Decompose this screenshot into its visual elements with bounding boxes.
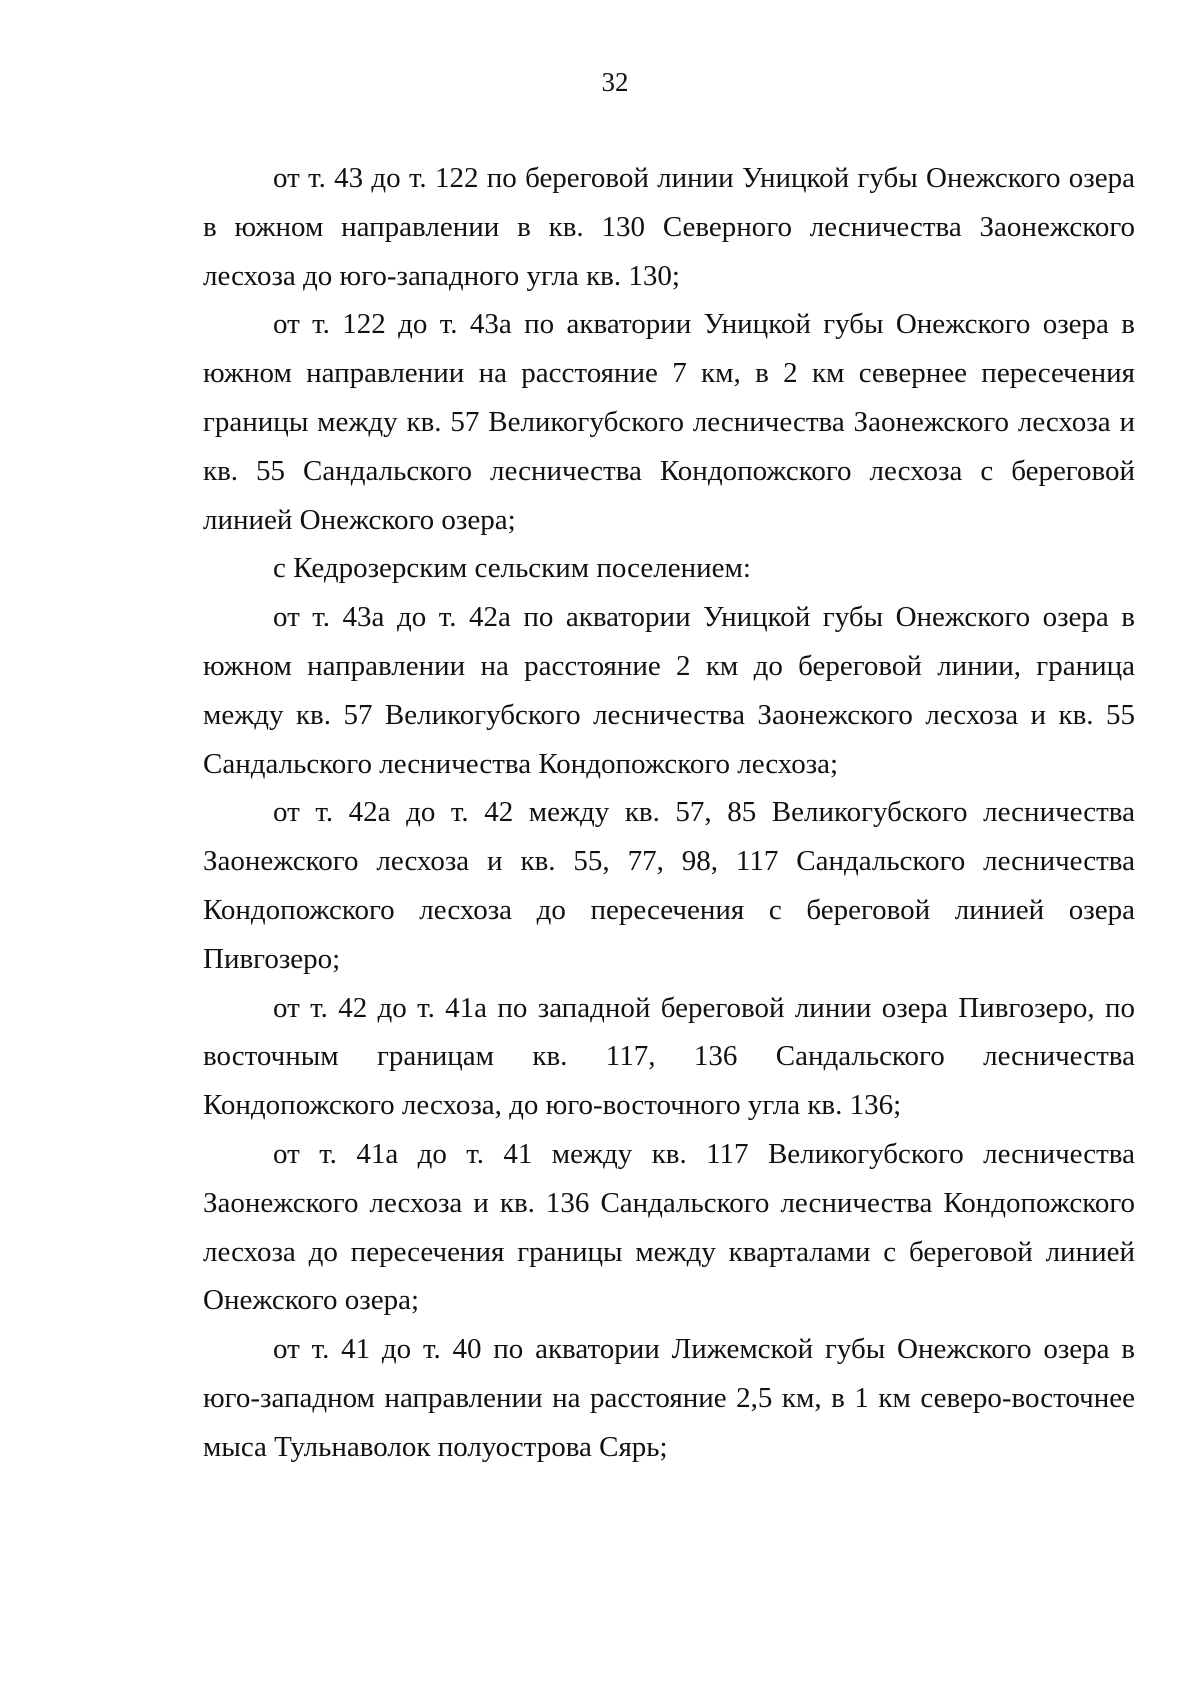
paragraph-6: от т. 42 до т. 41а по западной береговой линии озера Пивгозеро, по восточным границам кв. 117, 136 Сандальского лесничества Кондопожского лесхоза, до юго-восточного угла кв. 136; xyxy=(203,991,1135,1122)
paragraph-8: от т. 41 до т. 40 по акватории Лижемской губы Онежского озера в юго-западном направлении на расстояние 2,5 км, в 1 км северо-восточнее мыса Тульнаволок полуострова Сярь; xyxy=(203,1333,1135,1463)
paragraph-5: от т. 42а до т. 42 между кв. 57, 85 Великогубского лесничества Заонежского лесхоза и кв. 55, 77, 98, 117 Сандальского лесничества Кондопожского лесхоза до пересечения с береговой линией озера Пивгозеро; xyxy=(203,796,1135,975)
paragraph-2: от т. 122 до т. 43а по акватории Уницкой губы Онежского озера в южном направлении на расстояние 7 км, в 2 км севернее пересечения границы между кв. 57 Великогубского лесничества Заонежского лесхоза и кв. 55 Сандальского лесничества Кондопожского лесхоза с береговой линией Онежского озера; xyxy=(203,308,1135,536)
document-body xyxy=(203,154,1135,1472)
paragraph-3: с Кедрозерским сельским поселением: xyxy=(273,552,751,585)
paragraph-1: от т. 43 до т. 122 по береговой линии Уницкой губы Онежского озера в южном направлении в кв. 130 Северного лесничества Заонежского лесхоза до юго-западного угла кв. 130; xyxy=(203,162,1135,292)
paragraph-4: от т. 43а до т. 42а по акватории Уницкой губы Онежского озера в южном направлении на расстояние 2 км до береговой линии, граница между кв. 57 Великогубского лесничества Заонежского лесхоза и кв. 55 Сандальского лесничества Кондопожского лесхоза; xyxy=(203,601,1135,780)
paragraph-7: от т. 41а до т. 41 между кв. 117 Великогубского лесничества Заонежского лесхоза и кв. 136 Сандальского лесничества Кондопожского лесхоза до пересечения границы между кварталами с береговой линией Онежского озера; xyxy=(203,1137,1135,1317)
page-number: 32 xyxy=(601,67,629,97)
